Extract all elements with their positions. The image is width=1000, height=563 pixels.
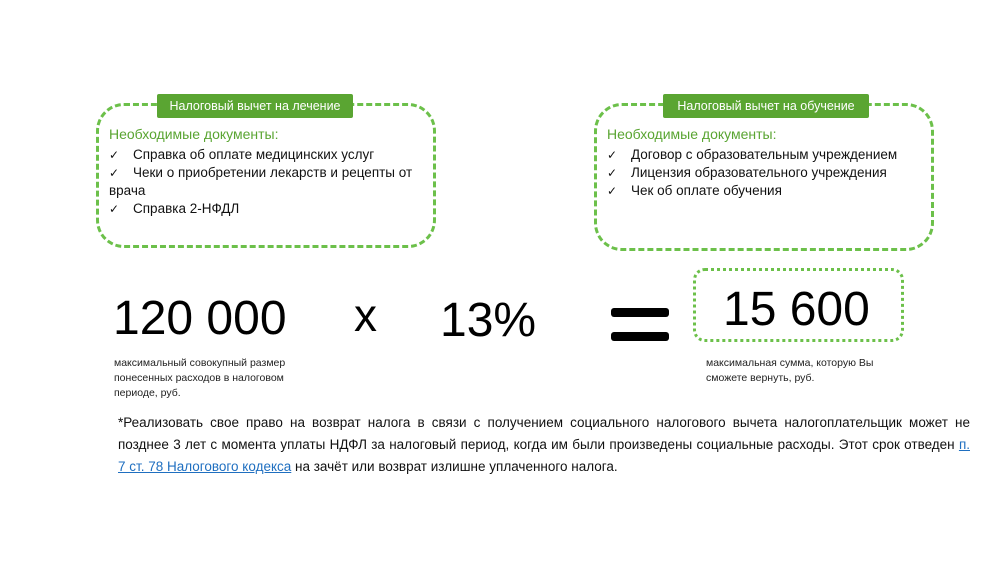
check-icon: ✓ [607, 166, 618, 180]
footnote-text-after: на зачёт или возврат излишне уплаченного налога. [291, 459, 618, 474]
check-icon: ✓ [109, 148, 120, 162]
equals-icon [611, 308, 669, 356]
tax-code-link[interactable]: п. 7 ст. 78 Налогового кодекса [118, 437, 970, 474]
footnote [118, 412, 970, 478]
refund-amount-caption: максимальная сумма, которую Вы сможете вернуть, руб. [706, 357, 874, 384]
check-icon: ✓ [109, 166, 120, 180]
treatment-deduction-tag: Налоговый вычет на лечение [157, 94, 353, 118]
check-icon: ✓ [607, 148, 618, 162]
refund-amount: 15 600 [723, 283, 870, 336]
education-docs-list [607, 146, 921, 200]
tax-rate: 13% [440, 294, 537, 347]
check-icon: ✓ [109, 202, 120, 216]
treatment-docs-heading: Необходимые документы: [109, 126, 279, 142]
list-item: ✓ Чеки о приобретении лекарств и рецепты от врача [109, 165, 413, 198]
list-item: ✓ Справка об оплате медицинских услуг [109, 147, 375, 162]
education-deduction-card [594, 99, 934, 251]
expense-amount-caption: максимальный совокупный размер понесенных расходов в налоговом периоде, руб. [114, 357, 286, 399]
list-item: ✓ Справка 2-НФДЛ [109, 201, 240, 216]
list-item: ✓ Чек об оплате обучения [607, 183, 782, 198]
expense-amount: 120 000 [113, 292, 287, 345]
multiply-sign: x [354, 289, 377, 341]
treatment-deduction-card [96, 99, 436, 248]
footnote-text-before: *Реализовать свое право на возврат налога в связи с получением социального налогового вычета налогоплательщик может не позднее 3 лет с момента уплаты НДФЛ за налоговый период, когда им были произведены социальные расходы. Этот срок отведен [118, 415, 970, 452]
list-item: ✓ Договор с образовательным учреждением [607, 147, 898, 162]
treatment-docs-list [109, 146, 423, 218]
education-deduction-tag: Налоговый вычет на обучение [663, 94, 869, 118]
list-item: ✓ Лицензия образовательного учреждения [607, 165, 887, 180]
check-icon: ✓ [607, 184, 618, 198]
result-box [693, 268, 904, 342]
education-docs-heading: Необходимые документы: [607, 126, 777, 142]
